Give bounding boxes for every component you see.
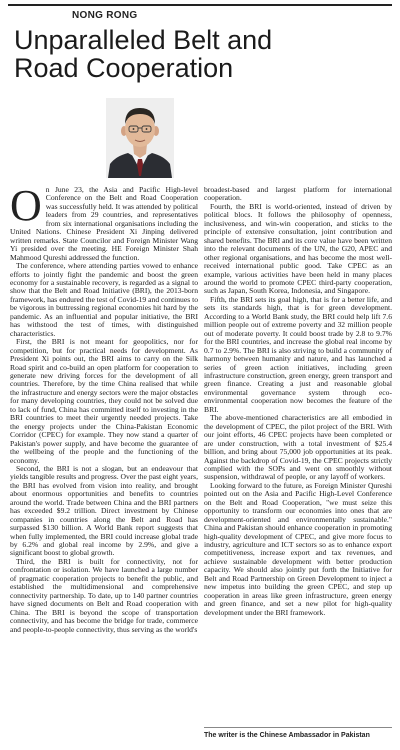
drop-cap: O bbox=[10, 181, 42, 230]
article-paragraph: Fourth, the BRI is world-oriented, instead of driven by political blocs. It follows the philosophy of openness, inclusiveness, and win-win cooperation, and sticks to the principle of extensive consultation, joint contribution and shared benefits. The BRI and its core value have been written into the relevant documents of the UN, the G20, APEC and other regional organisations, and has become the most well-received international public good. Take CPEC as an example, various activities have been held in many places around the world to promote CPEC third-party cooperation, such as Japan, South Korea, Indonesia, and Singapore. bbox=[204, 201, 392, 296]
footer-divider bbox=[204, 727, 392, 728]
article-paragraph: Third, the BRI is built for connectivity, not for confrontation or isolation. We have launched a large number of pragmatic cooperation projects to benefit the public, and established the multidimensional and comprehensive connectivity partnership. To date, up to 140 partner countries have signed documents on Belt and Road cooperation with China. The BRI is beyond the scope of transportation connectivity, and has become the bridge for trade, commerce and people-to-people connectivity, thus serving as the world's bbox=[10, 556, 198, 634]
article-column-left bbox=[10, 181, 198, 634]
article-paragraph: The above-mentioned characteristics are all embodied in the development of CPEC, the pilot project of the BRI. With our joint efforts, 46 CPEC projects have been completed or are under construction, with a total investment of $25.4 billion, and bring about 75,000 job opportunities at its peak. Against the backdrop of Covid-19, the CPEC projects strictly complied with the SOPs and went on smoothly without suspension, withdrawal of people, or any layoff of workers. bbox=[204, 413, 392, 482]
article-column-right bbox=[204, 186, 392, 617]
top-rule bbox=[8, 4, 392, 6]
author-portrait bbox=[106, 98, 174, 178]
headline-line-1: Unparalleled Belt and bbox=[14, 25, 273, 55]
author-byline: NONG RONG bbox=[72, 10, 138, 21]
article-paragraph: broadest-based and largest platform for international cooperation. bbox=[204, 185, 392, 203]
article-paragraph: The conference, where attending parties vowed to enhance efforts to jointly fight the pandemic and boost the green economy for a sustainable recovery, is regarded as a signal to show that the Belt and Road Initiative (BRI), the 2013-born framework, has endured the test of Covid-19 and continues to be vigorous in buttressing regional economies hit hard by the pandemic. As an influential and popular initiative, the BRI has withstood the test of times, with distinguished characteristics. bbox=[10, 261, 198, 338]
headline bbox=[14, 26, 386, 82]
author-note: The writer is the Chinese Ambassador in Pakistan bbox=[204, 732, 370, 739]
article-paragraph: On June 23, the Asia and Pacific High-level Conference on the Belt and Road Cooperation was successfully held. It was attended by political leaders from 29 countries, and representatives from six international organisations including the United Nations. Chinese President Xi Jinping delivered written remarks. State Councilor and Foreign Minister Wang Yi presided over the meeting. HE Foreign Minister Shah Mahmood Qureshi addressed the function. bbox=[10, 181, 198, 262]
article-paragraph: First, the BRI is not meant for geopolitics, nor for competition, but for practical needs for development. As President Xi points out, the BRI aims to carry on the Silk Road spirit and co-build an open platform for cooperation to generate new driving forces for the development of all countries. Therefore, by the time China realised that while the infrastructure and energy sectors were the major obstacles for many developing countries, they could not be solved due to lack of fund, China has committed itself to investing in the BRI countries to meet their urgently needed projects. Take the energy projects under the China-Pakistan Economic Corridor (CPEC) for example. They now stand a quarter of Pakistan's power supply, and have become the guarantee of the wellbeing of the people and the functioning of the economy. bbox=[10, 337, 198, 465]
article-paragraph: Looking forward to the future, as Foreign Minister Qureshi pointed out on the Asia and Pacific High-Level Conference on the Belt and Road Cooperation, "we must seize this opportunity to transform our economies into ones that are development-oriented and environmentally sustainable." China and Pakistan should enhance cooperation in promoting high-quality development of CPEC, and give more focus to industry, agriculture and ICT sectors so as to enhance export competitiveness, increase export and tax revenues, and achieve sustainable development with better production capacity. We should also jointly put forth the Initiative for Belt and Road Partnership on Green Development to inject a new impetus into building the green CPEC, and step up cooperation in areas like green infrastructure, green energy and green finance, and set a new pilot for high-quality development under the BRI framework. bbox=[204, 480, 392, 617]
headline-line-2: Road Cooperation bbox=[14, 53, 234, 83]
article-paragraph: Second, the BRI is not a slogan, but an endeavour that yields tangible results and progress. Over the past eight years, the BRI has evolved from vision into reality, and brought about enormous opportunities and benefits to countries around the world. Trade between China and the BRI partners has exceeded $9.2 trillion. Direct investment by Chinese companies in countries along the Belt and Road has surpassed $130 billion. A World Bank report suggests that when fully implemented, the BRI could increase global trade by 6.2% and global real income by 2.9%, and give a significant boost to global growth. bbox=[10, 463, 198, 558]
article-paragraph: Fifth, the BRI sets its goal high, that is for a better life, and sets its standards high, that is for green development. According to a World Bank study, the BRI could help lift 7.6 million people out of extreme poverty and 32 million people out of moderate poverty. It could boost trade by 2.8 to 9.7% for the BRI countries, and increase the global real income by 0.7 to 2.9%. The BRI is also striving to build a community of harmony between humanity and nature, and has launched a series of green action initiatives, including green infrastructure construction, green energy, green transport and green finance. Creating a just and reasonable global environmental governance system through eco-environmental cooperation now becomes the feature of the BRI. bbox=[204, 294, 392, 414]
